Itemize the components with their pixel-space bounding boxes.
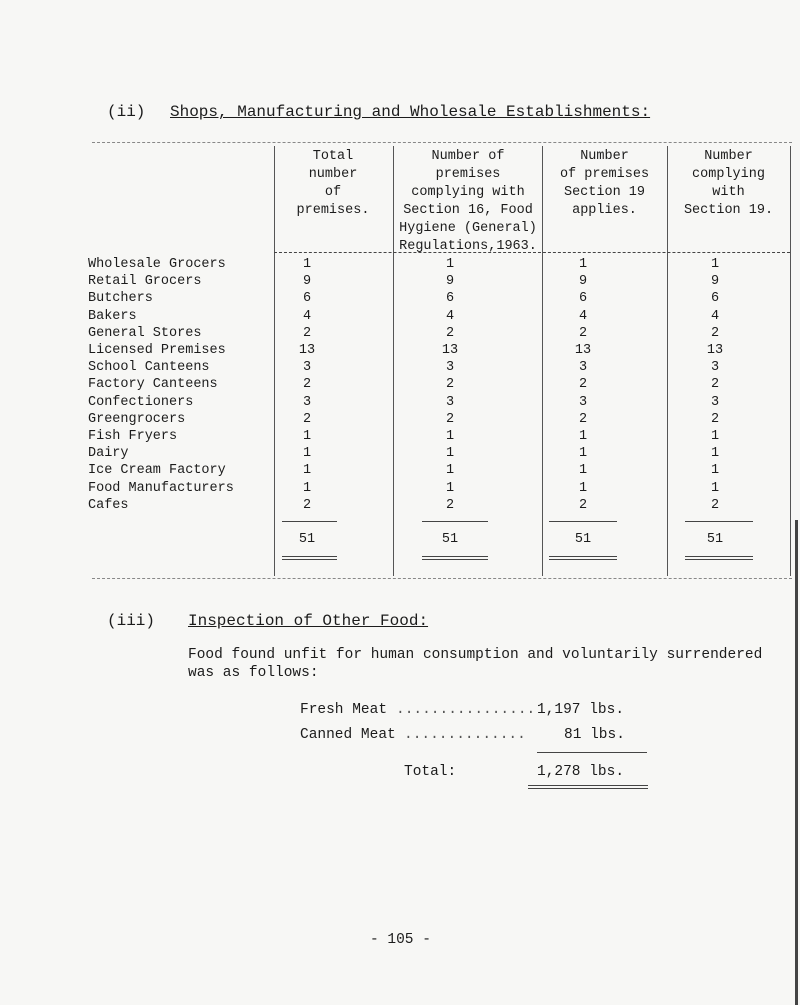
totals-bottom-rule-1b xyxy=(282,559,337,560)
row-value-col-2: 2 xyxy=(445,326,455,341)
row-label: Wholesale Grocers xyxy=(88,257,226,272)
section-iii-title: Inspection of Other Food: xyxy=(188,612,429,630)
row-value-col-4: 2 xyxy=(710,326,720,341)
totals-top-rule-4 xyxy=(685,521,753,522)
table-bottom-rule xyxy=(92,578,792,579)
row-value-col-2: 1 xyxy=(445,429,455,444)
row-value-col-1: 1 xyxy=(302,429,312,444)
row-value-col-4: 6 xyxy=(710,291,720,306)
canned-meat-dots: .............. xyxy=(404,727,526,743)
col-divider-5 xyxy=(790,146,791,576)
row-value-col-4: 2 xyxy=(710,498,720,513)
total-value: 1,278 lbs. xyxy=(537,764,625,780)
row-value-col-4: 1 xyxy=(710,446,720,461)
header-s19-applies: Number of premises Section 19 applies. xyxy=(559,149,650,218)
row-label: Fish Fryers xyxy=(88,429,178,444)
total-col-1: 51 xyxy=(298,532,316,547)
row-label: Butchers xyxy=(88,291,153,306)
row-value-col-4: 1 xyxy=(710,257,720,272)
row-value-col-4: 3 xyxy=(710,395,720,410)
row-value-col-2: 2 xyxy=(445,412,455,427)
row-value-col-3: 4 xyxy=(578,309,588,324)
row-value-col-2: 2 xyxy=(445,377,455,392)
row-value-col-2: 1 xyxy=(445,481,455,496)
row-label: School Canteens xyxy=(88,360,210,375)
row-value-col-2: 13 xyxy=(441,343,459,358)
row-value-col-4: 1 xyxy=(710,481,720,496)
row-value-col-1: 3 xyxy=(302,395,312,410)
intro-line-2: was as follows: xyxy=(188,665,319,681)
row-value-col-3: 2 xyxy=(578,377,588,392)
row-label: Ice Cream Factory xyxy=(88,463,226,478)
row-label: Retail Grocers xyxy=(88,274,202,289)
row-value-col-3: 2 xyxy=(578,412,588,427)
grand-total-rule-2 xyxy=(528,788,648,789)
row-value-col-1: 1 xyxy=(302,446,312,461)
row-value-col-2: 3 xyxy=(445,360,455,375)
total-col-3: 51 xyxy=(574,532,592,547)
totals-bottom-rule-3 xyxy=(549,556,617,557)
row-value-col-3: 2 xyxy=(578,326,588,341)
totals-bottom-rule-1 xyxy=(282,556,337,557)
header-total-number: Total number of premises. xyxy=(296,149,370,218)
row-label: Greengrocers xyxy=(88,412,186,427)
grand-total-rule-1 xyxy=(528,785,648,786)
row-value-col-4: 4 xyxy=(710,309,720,324)
row-value-col-3: 1 xyxy=(578,463,588,478)
canned-meat-label: Canned Meat xyxy=(300,727,396,743)
row-value-col-4: 13 xyxy=(706,343,724,358)
row-value-col-3: 13 xyxy=(574,343,592,358)
row-value-col-2: 1 xyxy=(445,257,455,272)
section-ii-title: Shops, Manufacturing and Wholesale Establishments: xyxy=(170,103,651,121)
row-value-col-3: 9 xyxy=(578,274,588,289)
fresh-meat-label: Fresh Meat xyxy=(300,702,388,718)
fresh-meat-value: 1,197 lbs. xyxy=(537,702,625,718)
total-label: Total: xyxy=(404,764,457,780)
totals-top-rule-2 xyxy=(422,521,488,522)
row-value-col-1: 2 xyxy=(302,412,312,427)
row-label: Cafes xyxy=(88,498,129,513)
intro-line-1: Food found unfit for human consumption and voluntarily surrendered xyxy=(188,647,763,663)
row-value-col-2: 1 xyxy=(445,446,455,461)
header-complying-s19: Number complying with Section 19. xyxy=(683,149,774,218)
page-number: - 105 - xyxy=(370,932,431,948)
row-value-col-3: 2 xyxy=(578,498,588,513)
row-value-col-1: 13 xyxy=(298,343,316,358)
totals-bottom-rule-2 xyxy=(422,556,488,557)
totals-bottom-rule-4b xyxy=(685,559,753,560)
row-value-col-1: 4 xyxy=(302,309,312,324)
table-top-rule xyxy=(92,142,792,143)
row-value-col-3: 3 xyxy=(578,395,588,410)
row-value-col-3: 1 xyxy=(578,446,588,461)
row-value-col-2: 1 xyxy=(445,463,455,478)
row-value-col-1: 2 xyxy=(302,326,312,341)
totals-bottom-rule-2b xyxy=(422,559,488,560)
row-value-col-4: 3 xyxy=(710,360,720,375)
row-value-col-2: 9 xyxy=(445,274,455,289)
subtotal-rule xyxy=(537,752,647,753)
row-value-col-1: 9 xyxy=(302,274,312,289)
header-complying-s16: Number of premises complying with Section 16, Food Hygiene (General) Regulations,1963. xyxy=(399,149,537,254)
fresh-meat-dots: ................ xyxy=(396,702,536,718)
row-label: Licensed Premises xyxy=(88,343,226,358)
row-label: Factory Canteens xyxy=(88,377,218,392)
row-value-col-4: 1 xyxy=(710,429,720,444)
row-label: Bakers xyxy=(88,309,137,324)
row-value-col-1: 1 xyxy=(302,463,312,478)
row-label: Confectioners xyxy=(88,395,194,410)
row-value-col-1: 1 xyxy=(302,481,312,496)
row-value-col-2: 2 xyxy=(445,498,455,513)
row-value-col-2: 3 xyxy=(445,395,455,410)
row-value-col-4: 9 xyxy=(710,274,720,289)
row-value-col-1: 1 xyxy=(302,257,312,272)
row-label: General Stores xyxy=(88,326,202,341)
scan-edge-mark xyxy=(795,520,798,1005)
row-value-col-3: 1 xyxy=(578,257,588,272)
row-value-col-3: 1 xyxy=(578,429,588,444)
row-value-col-3: 3 xyxy=(578,360,588,375)
row-value-col-2: 4 xyxy=(445,309,455,324)
row-value-col-4: 2 xyxy=(710,377,720,392)
total-col-2: 51 xyxy=(441,532,459,547)
row-value-col-3: 1 xyxy=(578,481,588,496)
row-value-col-1: 3 xyxy=(302,360,312,375)
totals-bottom-rule-4 xyxy=(685,556,753,557)
row-value-col-3: 6 xyxy=(578,291,588,306)
totals-top-rule-1 xyxy=(282,521,337,522)
row-value-col-4: 2 xyxy=(710,412,720,427)
total-col-4: 51 xyxy=(706,532,724,547)
row-label: Dairy xyxy=(88,446,129,461)
row-value-col-1: 2 xyxy=(302,377,312,392)
row-value-col-4: 1 xyxy=(710,463,720,478)
row-value-col-1: 6 xyxy=(302,291,312,306)
row-label: Food Manufacturers xyxy=(88,481,234,496)
totals-top-rule-3 xyxy=(549,521,617,522)
row-value-col-1: 2 xyxy=(302,498,312,513)
section-iii-label: (iii) xyxy=(107,612,156,630)
totals-bottom-rule-3b xyxy=(549,559,617,560)
section-ii-label: (ii) xyxy=(107,103,146,121)
row-value-col-2: 6 xyxy=(445,291,455,306)
canned-meat-value: 81 lbs. xyxy=(564,727,625,743)
